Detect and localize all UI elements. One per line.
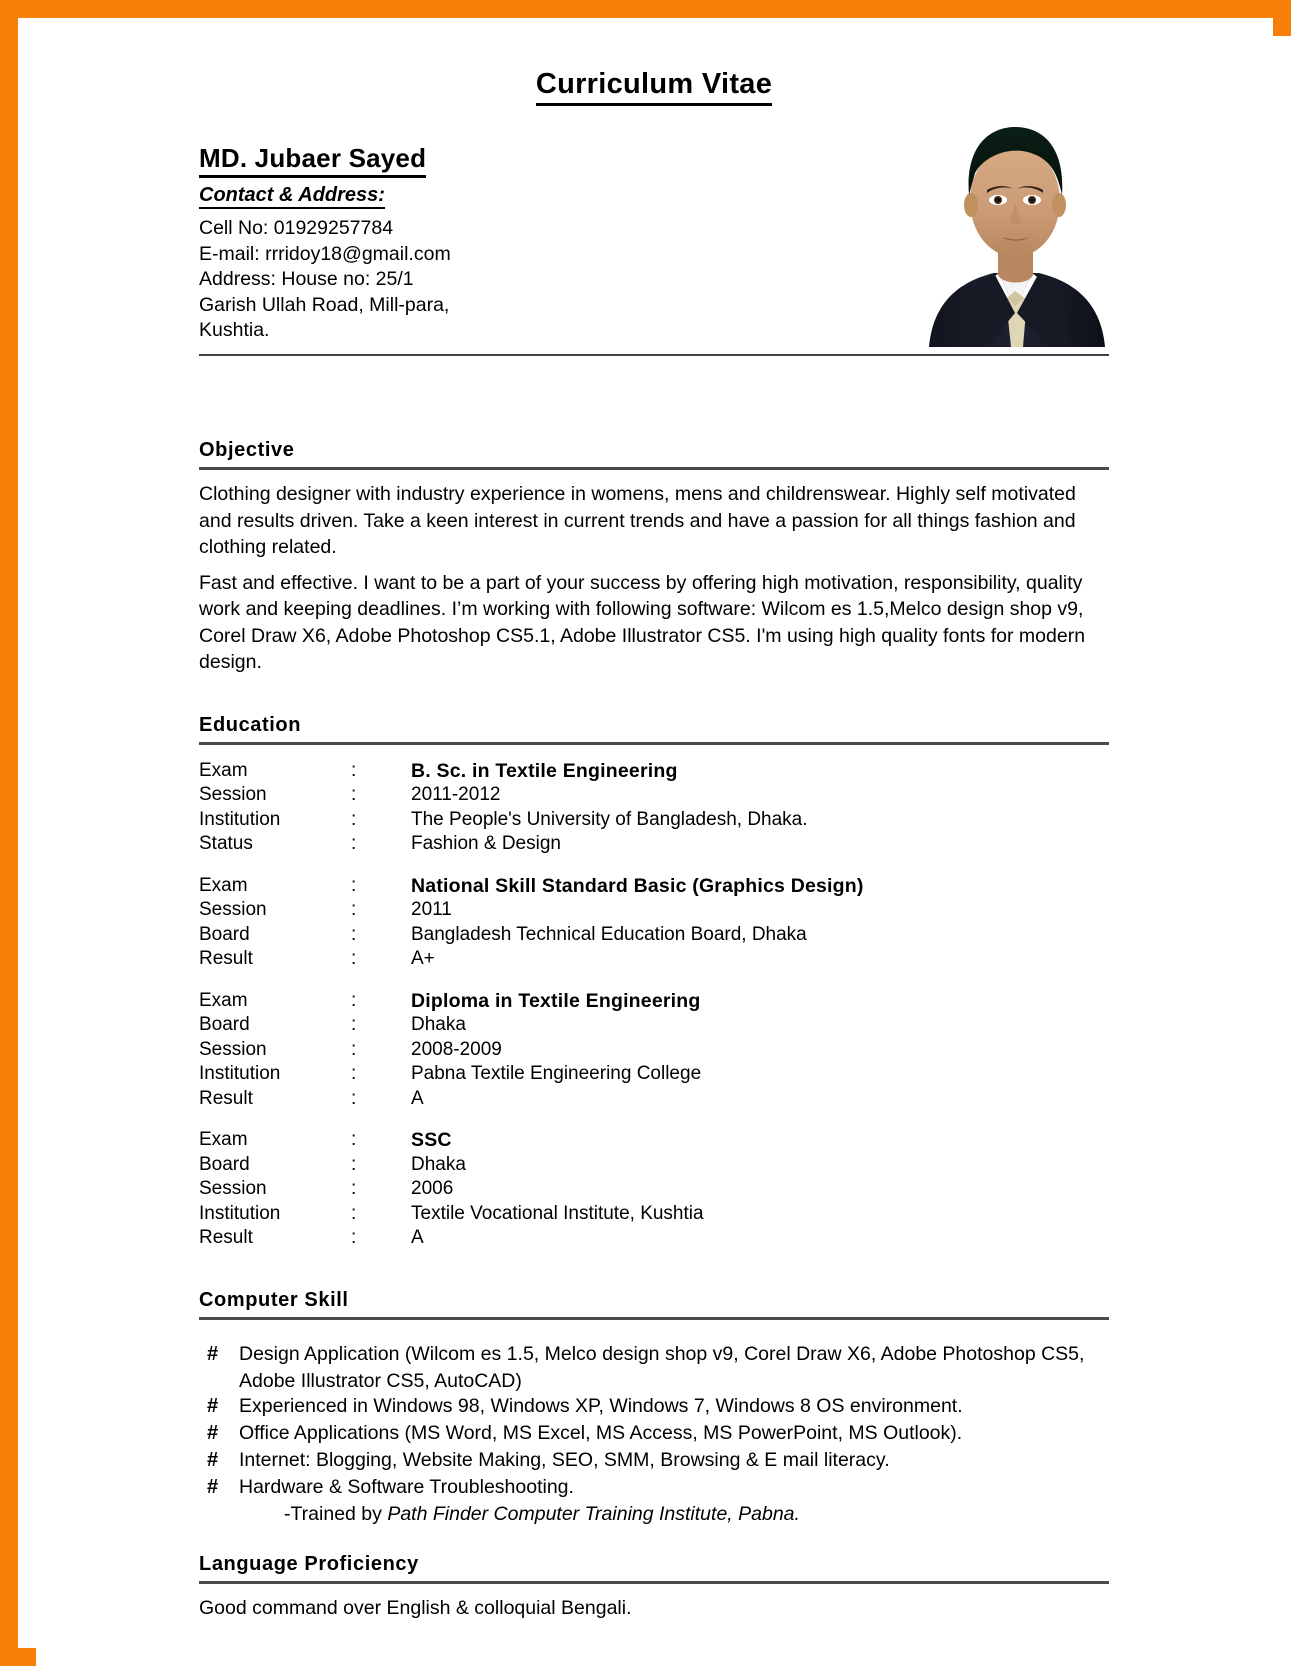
education-colon: : (351, 1202, 357, 1224)
education-field-value: 2011-2012 (411, 784, 501, 805)
contact-line: Address: House no: 25/1 (199, 268, 414, 290)
education-row (199, 1202, 1109, 1227)
contact-line: Cell No: 01929257784 (199, 217, 394, 239)
education-field-label: Result (199, 1087, 253, 1109)
education-row (199, 1038, 1109, 1063)
education-field-label: Board (199, 923, 250, 945)
education-colon: : (351, 784, 357, 805)
education-field-value: Bangladesh Technical Education Board, Dhaka (411, 923, 807, 945)
education-heading: Education (199, 714, 1109, 745)
education-row (199, 947, 1109, 972)
computer-skill-list (199, 1342, 1109, 1527)
section-computer-skill (199, 1289, 1109, 1527)
identity-block (199, 143, 799, 344)
education-field-label: Institution (199, 1063, 281, 1084)
education-field-label: Institution (199, 808, 281, 830)
contact-label-wrap (199, 178, 799, 209)
cv-content (199, 48, 1109, 1621)
education-entry (199, 989, 1109, 1112)
education-row (199, 1177, 1109, 1202)
hash-bullet-icon: # (207, 1394, 219, 1417)
education-colon: : (351, 808, 357, 830)
education-colon: : (351, 874, 357, 896)
education-colon: : (351, 759, 357, 781)
contact-line: E-mail: rrridoy18@gmail.com (199, 242, 451, 265)
education-field-value: Dhaka (411, 1014, 466, 1035)
language-text: Good command over English & colloquial Bengali. (199, 1596, 632, 1619)
section-objective (199, 439, 1109, 676)
training-note (284, 1502, 1109, 1527)
education-field-label: Institution (199, 1202, 281, 1224)
education-row (199, 832, 1109, 857)
list-item-text: Experienced in Windows 98, Windows XP, Windows 7, Windows 8 OS environment. (239, 1394, 963, 1417)
education-row (199, 808, 1109, 833)
education-field-label: Session (199, 899, 267, 920)
hash-bullet-icon: # (207, 1342, 219, 1365)
education-field-value: Diploma in Textile Engineering (411, 989, 701, 1012)
portrait-photo-image (899, 95, 1127, 347)
education-field-value: 2008-2009 (411, 1038, 502, 1060)
education-colon: : (351, 1014, 357, 1035)
education-colon: : (351, 1129, 357, 1150)
education-row (199, 874, 1109, 899)
education-field-label: Exam (199, 989, 248, 1011)
education-field-value: A (411, 1227, 424, 1248)
education-colon: : (351, 1153, 357, 1175)
education-field-label: Result (199, 948, 253, 969)
education-field-value: Pabna Textile Engineering College (411, 1063, 702, 1084)
education-field-value: B. Sc. in Textile Engineering (411, 759, 678, 782)
education-field-value: 2006 (411, 1178, 454, 1199)
education-entry (199, 759, 1109, 857)
education-colon: : (351, 1178, 357, 1199)
education-colon: : (351, 1038, 357, 1060)
list-item-continuation: Adobe Illustrator CS5, AutoCAD) (239, 1369, 522, 1392)
education-row (199, 783, 1109, 808)
education-row (199, 1226, 1109, 1251)
contact-line: Garish Ullah Road, Mill-para, (199, 293, 450, 316)
full-name: MD. Jubaer Sayed (199, 143, 426, 178)
education-colon: : (351, 1087, 357, 1109)
list-item (199, 1421, 1109, 1446)
header-divider (199, 354, 1109, 356)
training-note-prefix: -Trained by (284, 1502, 388, 1525)
education-colon: : (351, 923, 357, 945)
contact-address-label: Contact & Address: (199, 184, 385, 209)
education-entry (199, 1128, 1109, 1251)
list-item-text: Office Applications (MS Word, MS Excel, MS Access, MS PowerPoint, MS Outlook). (239, 1421, 963, 1444)
list-item-text: Hardware & Software Troubleshooting. (239, 1475, 574, 1498)
list-item (199, 1342, 1109, 1367)
education-colon: : (351, 948, 357, 969)
education-field-value: SSC (411, 1129, 452, 1151)
list-item-text: Internet: Blogging, Website Making, SEO, SMM, Browsing & E mail literacy. (239, 1448, 890, 1471)
education-row (199, 1128, 1109, 1153)
education-row (199, 1153, 1109, 1178)
language-heading: Language Proficiency (199, 1553, 1109, 1584)
portrait-photo (899, 95, 1127, 347)
education-field-label: Exam (199, 874, 248, 896)
education-row (199, 759, 1109, 784)
education-entry (199, 874, 1109, 972)
education-field-value: Dhaka (411, 1153, 466, 1175)
full-name-wrap (199, 143, 799, 178)
section-education (199, 714, 1109, 1251)
education-field-label: Status (199, 833, 253, 854)
education-field-value: Textile Vocational Institute, Kushtia (411, 1202, 704, 1224)
objective-paragraph: Clothing designer with industry experience in womens, mens and childrenswear. Highly self motivated and results driven. Take a keen interest in current trends and have a passion for all things fashion and clothing related. (199, 483, 1076, 558)
education-field-label: Session (199, 1178, 267, 1199)
objective-heading: Objective (199, 439, 1109, 470)
training-institute-name: Path Finder Computer Training Institute, Pabna. (387, 1502, 800, 1525)
education-field-label: Exam (199, 759, 248, 781)
education-field-value: Fashion & Design (411, 833, 561, 854)
education-colon: : (351, 1227, 357, 1248)
hash-bullet-icon: # (207, 1421, 219, 1444)
education-field-value: The People's University of Bangladesh, Dhaka. (411, 808, 808, 830)
education-field-label: Board (199, 1014, 250, 1035)
education-colon: : (351, 1063, 357, 1084)
computer-skill-heading: Computer Skill (199, 1289, 1109, 1320)
education-row (199, 898, 1109, 923)
education-row (199, 923, 1109, 948)
objective-paragraph: Fast and effective. I want to be a part of your success by offering high motivation, responsibility, quality work and keeping deadlines. I’m working with following software: Wilcom es 1.5,Melco design shop v9, Corel Draw X6, Adobe Photoshop CS5.1, Adobe Illustrator CS5. I'm using high quality fonts for modern design. (199, 571, 1086, 673)
education-field-label: Board (199, 1153, 250, 1175)
education-field-label: Exam (199, 1129, 248, 1150)
education-field-value: A (411, 1087, 424, 1109)
cv-page (36, 36, 1291, 1666)
contact-details (199, 216, 799, 344)
list-item-text: Design Application (Wilcom es 1.5, Melco design shop v9, Corel Draw X6, Adobe Photoshop CS5, (239, 1342, 1085, 1365)
hash-bullet-icon: # (207, 1448, 219, 1471)
list-item (199, 1448, 1109, 1473)
contact-line: Kushtia. (199, 319, 270, 341)
list-item (199, 1475, 1109, 1500)
education-colon: : (351, 899, 357, 920)
list-item (199, 1394, 1109, 1419)
education-row (199, 1062, 1109, 1087)
education-row (199, 1013, 1109, 1038)
education-field-value: A+ (411, 948, 435, 969)
education-field-label: Session (199, 1038, 267, 1060)
header-section (199, 143, 1109, 401)
education-colon: : (351, 989, 357, 1011)
hash-bullet-icon: # (207, 1475, 219, 1498)
page-title-text: Curriculum Vitae (536, 68, 772, 106)
education-field-value: National Skill Standard Basic (Graphics Design) (411, 874, 864, 897)
section-language-proficiency (199, 1553, 1109, 1621)
education-field-label: Result (199, 1227, 253, 1248)
education-row (199, 1087, 1109, 1112)
education-row (199, 989, 1109, 1014)
education-field-label: Session (199, 784, 267, 805)
education-colon: : (351, 833, 357, 854)
education-field-value: 2011 (411, 899, 452, 920)
